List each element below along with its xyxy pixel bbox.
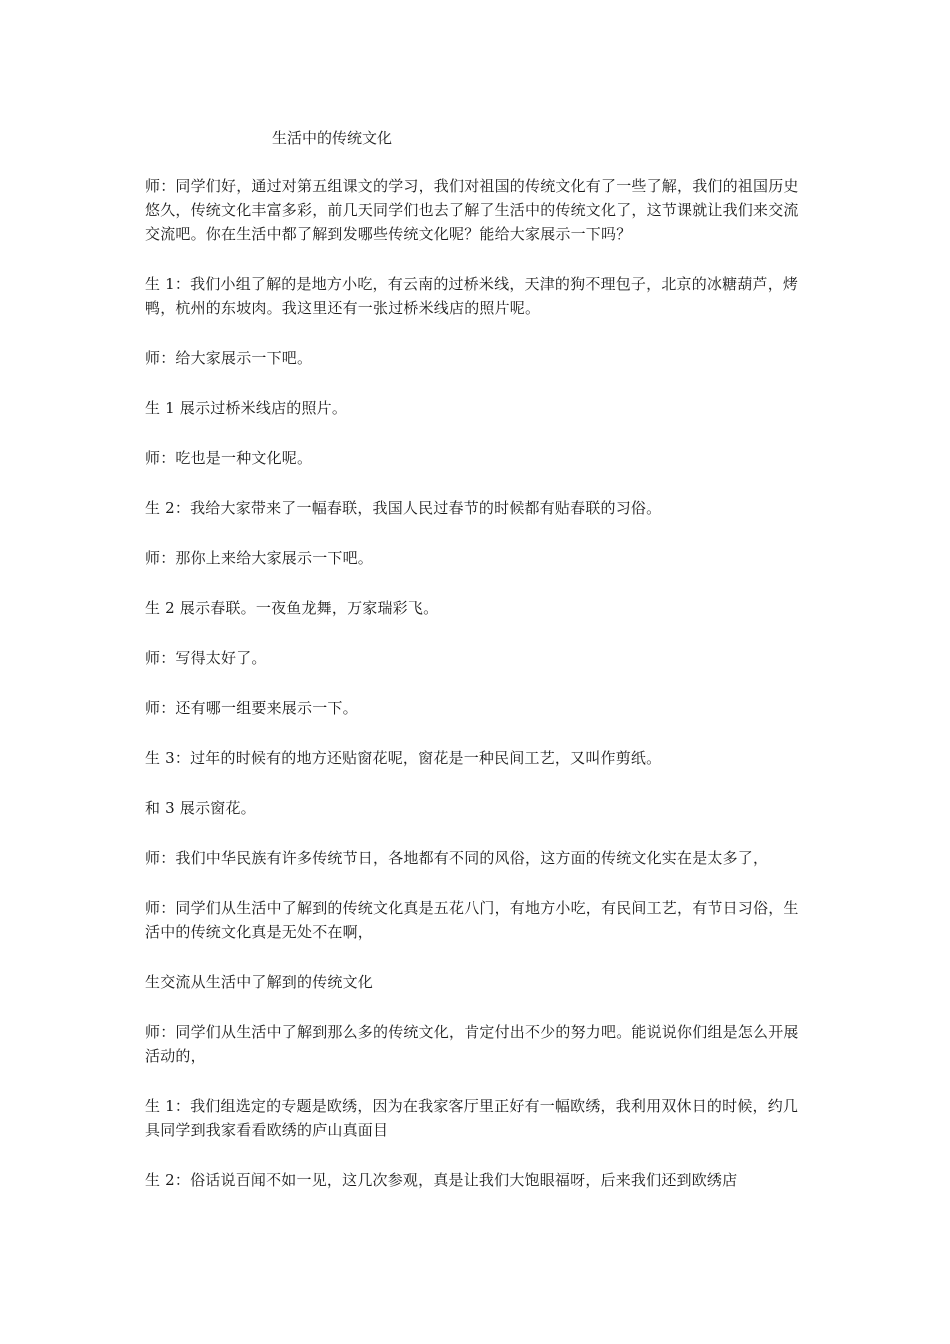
- paragraph: 师：同学们从生活中了解到那么多的传统文化，肯定付出不少的努力吧。能说说你们组是怎么开展活动的，: [145, 1023, 799, 1065]
- paragraph: 生 2：俗话说百闻不如一见，这几次参观，真是让我们大饱眼福呀，后来我们还到欧绣店: [145, 1171, 738, 1189]
- paragraph: 生 1：我们组选定的专题是欧绣，因为在我家客厅里正好有一幅欧绣，我利用双休日的时候，约几具同学到我家看看欧绣的庐山真面目: [145, 1097, 799, 1139]
- paragraph: 师：还有哪一组要来展示一下。: [145, 699, 358, 717]
- paragraph: 生交流从生活中了解到的传统文化: [145, 973, 374, 991]
- paragraph: 师：吃也是一种文化呢。: [145, 449, 313, 467]
- paragraph: 师：同学们从生活中了解到的传统文化真是五花八门，有地方小吃，有民间工艺，有节日习俗，生活中的传统文化真是无处不在啊，: [145, 899, 799, 941]
- paragraph: 师：写得太好了。: [145, 649, 267, 667]
- paragraph: 生 2：我给大家带来了一幅春联，我国人民过春节的时候都有贴春联的习俗。: [145, 499, 662, 517]
- paragraph: 师：我们中华民族有许多传统节日，各地都有不同的风俗，这方面的传统文化实在是太多了，: [145, 849, 769, 867]
- paragraph: 师：给大家展示一下吧。: [145, 349, 313, 367]
- paragraph: 生 1：我们小组了解的是地方小吃，有云南的过桥米线，天津的狗不理包子，北京的冰糖葫芦，烤鸭，杭州的东坡肉。我这里还有一张过桥米线店的照片呢。: [145, 275, 799, 317]
- paragraph: 和 3 展示窗花。: [145, 799, 256, 817]
- paragraph: 生 1 展示过桥米线店的照片。: [145, 399, 348, 417]
- document-title: 生活中的传统文化: [272, 129, 393, 147]
- paragraph: 师：那你上来给大家展示一下吧。: [145, 549, 374, 567]
- document-body: [145, 174, 810, 1218]
- paragraph: 师：同学们好，通过对第五组课文的学习，我们对祖国的传统文化有了一些了解，我们的祖国历史悠久，传统文化丰富多彩，前几天同学们也去了解了生活中的传统文化了，这节课就让我们来交流交流吧。你在生活中都了解到发哪些传统文化呢？能给大家展示一下吗？: [145, 177, 799, 243]
- paragraph: 生 3：过年的时候有的地方还贴窗花呢，窗花是一种民间工艺，又叫作剪纸。: [145, 749, 662, 767]
- paragraph: 生 2 展示春联。一夜鱼龙舞，万家瑞彩飞。: [145, 599, 439, 617]
